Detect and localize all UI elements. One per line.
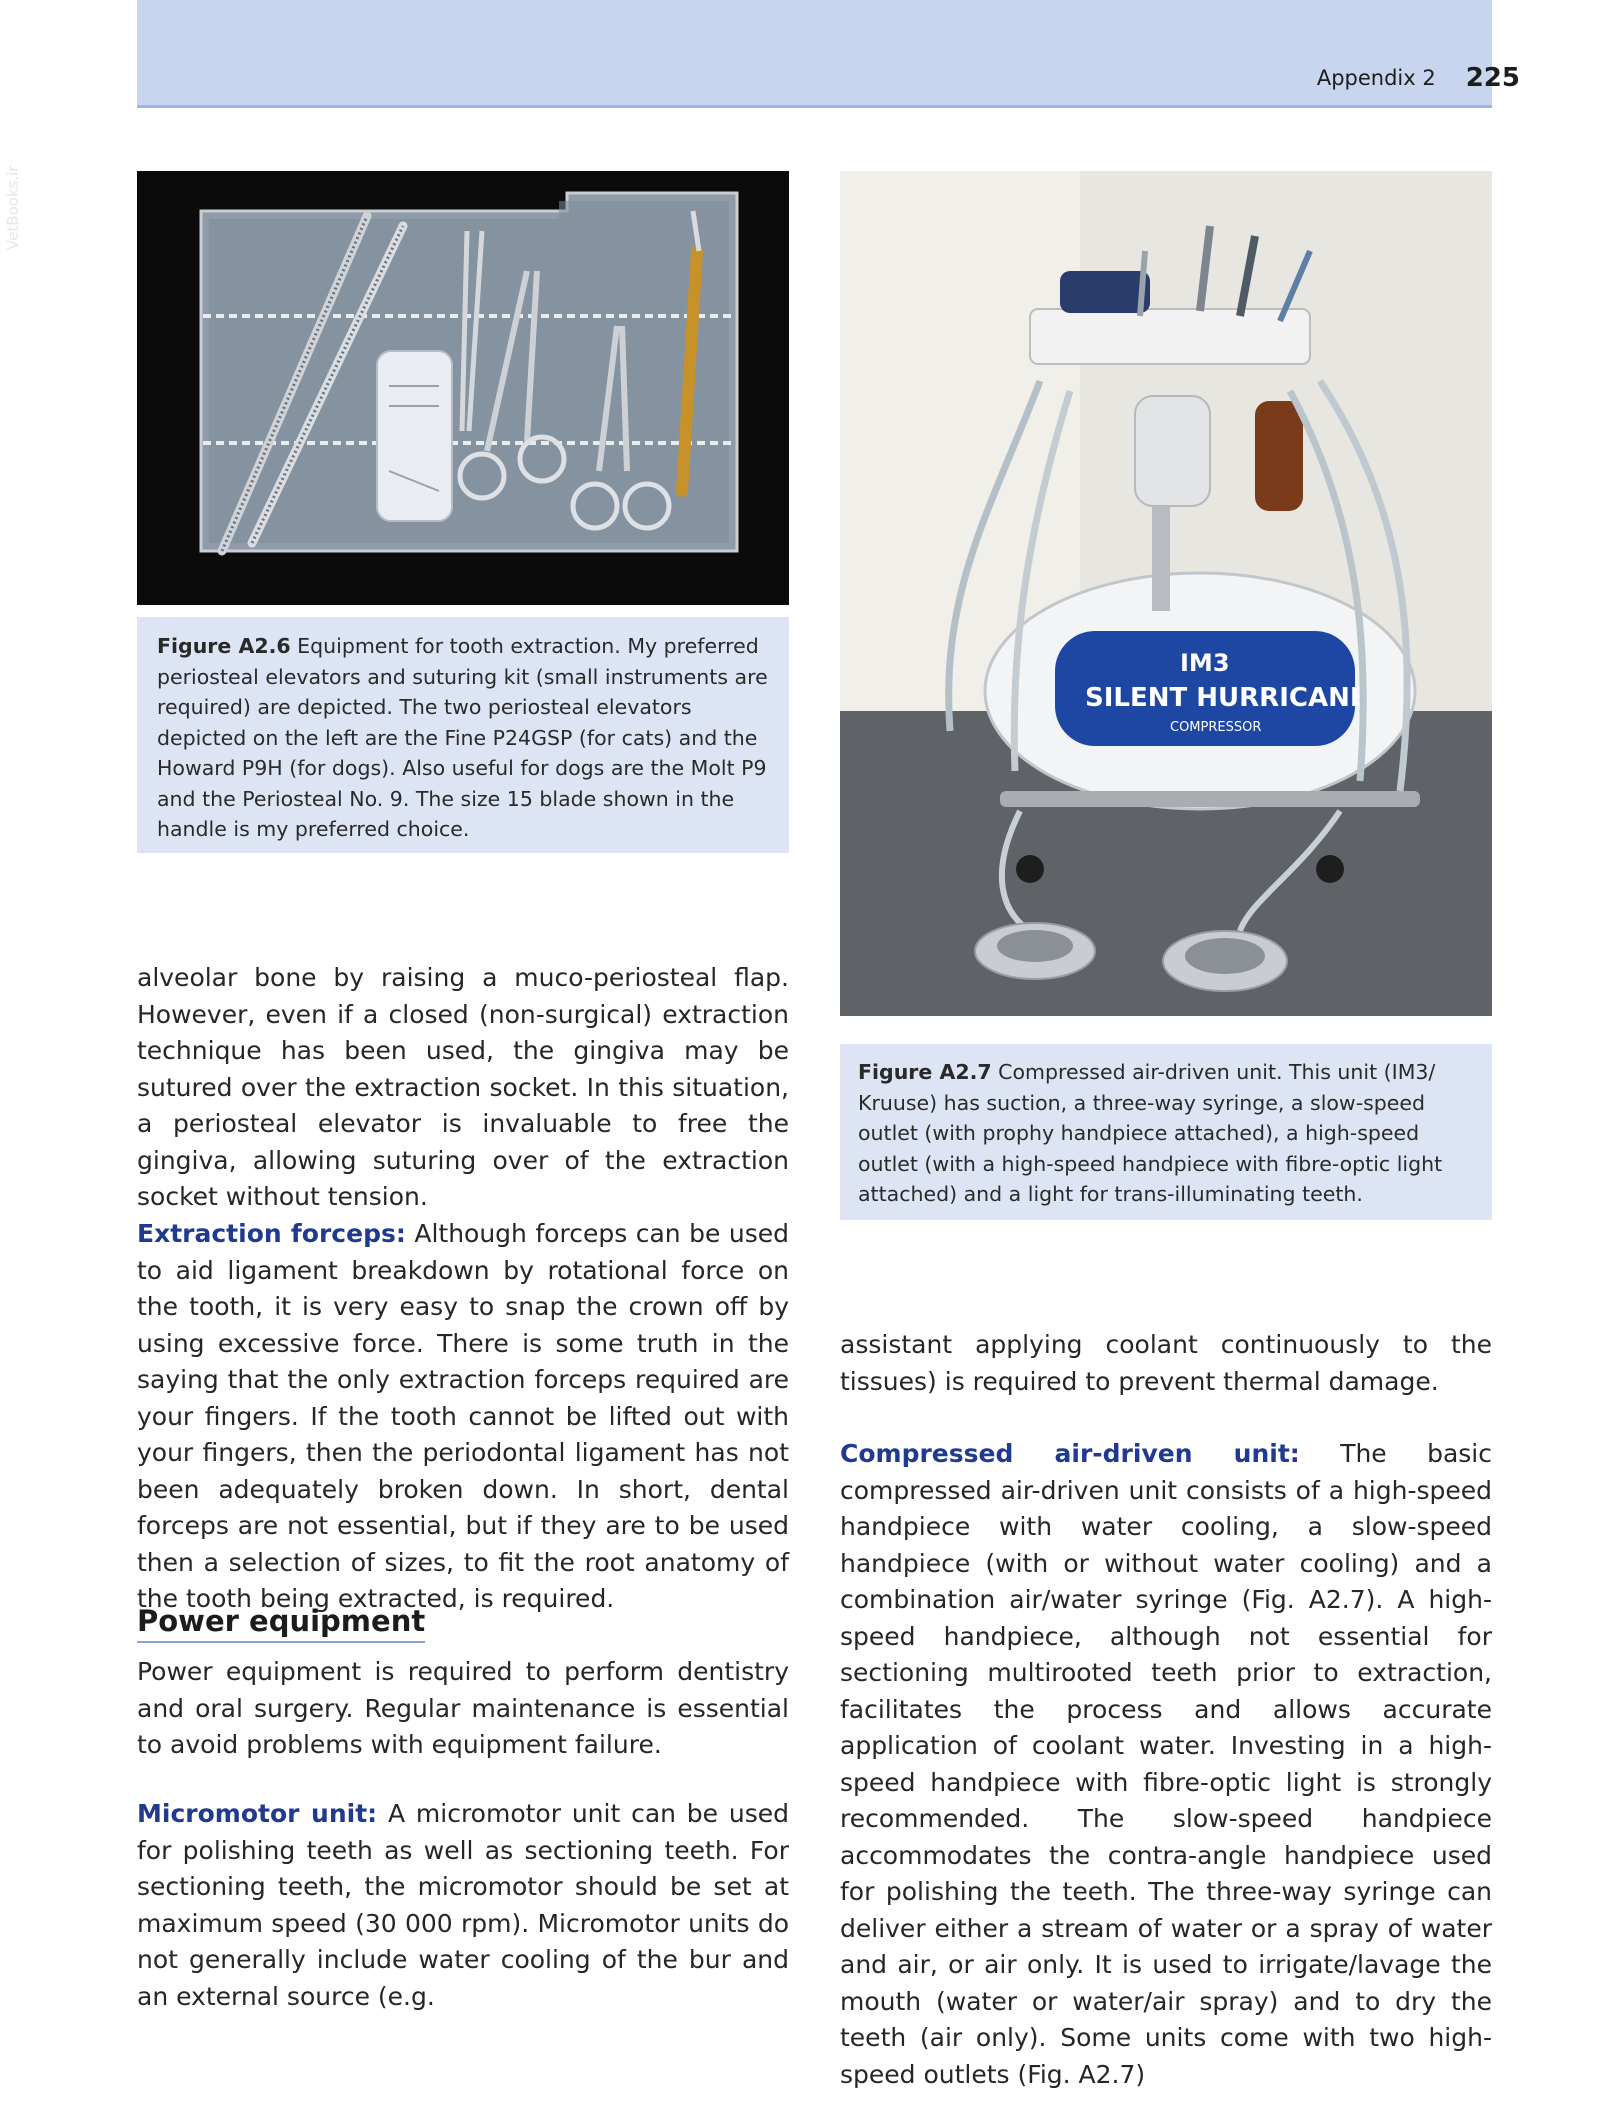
figure-a2-6-caption <box>137 617 789 853</box>
compressed-air-heading: Compressed air-driven unit: <box>840 1439 1300 1468</box>
power-equipment-intro: Power equipment is required to perform dentistry and oral surgery. Regular maintenance is essential to avoid problems with equipment failure. <box>137 1657 789 1759</box>
figure-a2-7-caption-text: Compressed air-driven unit. This unit (IM3/ Kruuse) has suction, a three-way syringe, a slow-speed outlet (with prophy handpiece attached), a high-speed outlet (with a high-speed handpiece with fibre-optic light attached) and a light for trans-illuminating teeth. <box>858 1060 1443 1206</box>
micromotor-text: A micromotor unit can be used for polishing teeth as well as sectioning teeth. For sectioning teeth, the micromotor should be set at maximum speed (30 000 rpm). Micromotor units do not generally include water cooling of the bur and an external source (e.g. <box>137 1799 789 2011</box>
running-header-band <box>137 0 1492 108</box>
extraction-forceps-paragraph <box>137 1216 789 1618</box>
running-header <box>1317 58 1520 98</box>
photo-label-brand: IM3 <box>1180 649 1230 677</box>
figure-a2-6-label: Figure A2.6 <box>157 634 291 658</box>
photo-label-product: SILENT HURRICANE <box>1085 683 1368 713</box>
page-number: 225 <box>1465 63 1520 93</box>
compressed-air-paragraph <box>840 1436 1492 2093</box>
header-section-title: Appendix 2 <box>1316 66 1436 90</box>
right-paragraph-continuation: assistant applying coolant continuously to the tissues) is required to prevent thermal damage. <box>840 1330 1492 1396</box>
micromotor-paragraph <box>137 1796 789 2015</box>
figure-a2-6-caption-text: Equipment for tooth extraction. My preferred periosteal elevators and suturing kit (small instruments are required) are depicted. The two periosteal elevators depicted on the left are the Fine P24GSP (for cats) and the Howard P9H (for dogs). Also useful for dogs are the Molt P9 and the Periosteal No. 9. The size 15 blade shown in the handle is my preferred choice. <box>157 634 768 841</box>
figure-a2-6-photo <box>137 171 789 605</box>
figure-a2-7-label: Figure A2.7 <box>858 1060 992 1084</box>
left-paragraph-continuation: alveolar bone by raising a muco-periosteal flap. However, even if a closed (non-surgical) extraction technique has been used, the gingiva may be sutured over the extraction socket. In this situation, a periosteal elevator is invaluable to free the gingiva, allowing suturing over of the extraction socket without tension. <box>137 963 789 1211</box>
extraction-forceps-text: Although forceps can be used to aid ligament breakdown by rotational force on the tooth, it is very easy to snap the crown off by using excessive force. There is some truth in the saying that the only extraction forceps required are your fingers. If the tooth cannot be lifted out with your fingers, then the periodontal ligament has not been adequately broken down. In short, dental forceps are not essential, but if they are to be used then a selection of sizes, to fit the root anatomy of the tooth being extracted, is required. <box>137 1219 789 1613</box>
figure-a2-7-photo <box>840 171 1492 1016</box>
figure-a2-7-caption <box>840 1044 1492 1220</box>
micromotor-heading: Micromotor unit: <box>137 1799 378 1828</box>
photo-label-sub: COMPRESSOR <box>1170 720 1262 735</box>
watermark: VetBooks.ir <box>4 165 22 250</box>
compressed-air-text: The basic compressed air-driven unit consists of a high-speed handpiece with water cooling, a slow-speed handpiece (with or without water cooling) and a combination air/water syringe (Fig. A2.7). A high-speed handpiece, although not essential for sectioning multirooted teeth prior to extraction, facilitates the process and allows accurate application of coolant water. Investing in a high-speed handpiece with fibre-optic light is strongly recommended. The slow-speed handpiece accommodates the contra-angle handpiece used for polishing the teeth. The three-way syringe can deliver either a stream of water or a spray of water and air, or air only. It is used to irrigate/lavage the mouth (water or water/air spray) and to dry the teeth (air only). Some units come with two high-speed outlets (Fig. A2.7) <box>840 1439 1492 2089</box>
power-equipment-heading: Power equipment <box>137 1604 425 1643</box>
extraction-forceps-heading: Extraction forceps: <box>137 1219 406 1248</box>
